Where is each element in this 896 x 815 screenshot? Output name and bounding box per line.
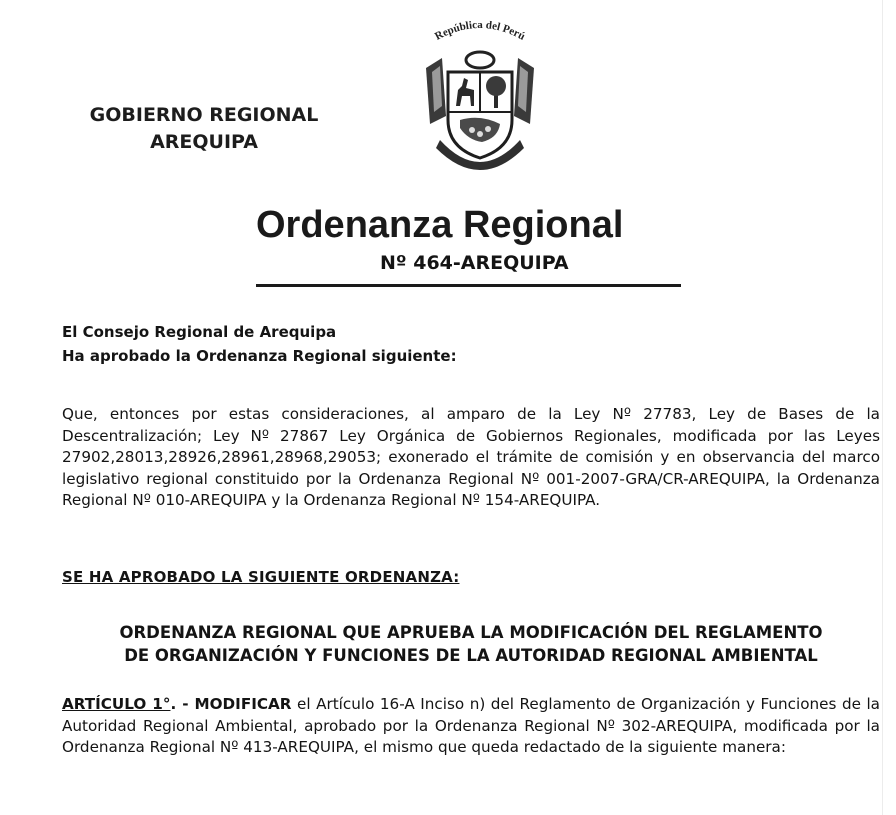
seal-text: República del Perú xyxy=(432,18,528,43)
ordinance-title xyxy=(62,621,880,667)
council-statement xyxy=(62,320,457,368)
ordinance-title-line-1: ORDENANZA REGIONAL QUE APRUEBA LA MODIFICACIÓN DEL REGLAMENTO xyxy=(119,623,823,642)
ordinance-number: Nº 464-AREQUIPA xyxy=(380,252,569,274)
preamble-paragraph: Que, entonces por estas consideraciones, al amparo de la Ley Nº 27783, Ley de Bases de la Descentralización; Ley Nº 27867 Ley Orgánica de Gobiernos Regionales, modificada por las Leyes 27902,28013,28926,28961,28968,29053; exonerado el trámite de comisión y en observancia del marco legislativo regional constituido por la Ordenanza Regional Nº 001-2007-GRA/CR-AREQUIPA, la Ordenanza Regional Nº 010-AREQUIPA y la Ordenanza Regional Nº 154-AREQUIPA. xyxy=(62,405,880,510)
svg-text:República del Perú xyxy=(433,19,527,43)
article-1-text: el Artículo 16-A Inciso n) del Reglamento de Organización y Funciones de la Autoridad Regional Ambiental, aprobado por la Ordenanza Regional Nº 302-AREQUIPA, modificada por la Ordenanza Regional Nº 413-AREQUIPA, el mismo que queda redactado de la siguiente manera: xyxy=(62,695,880,757)
article-1-separator: . - xyxy=(170,695,195,713)
coat-of-arms-seal xyxy=(412,16,548,176)
title-block xyxy=(256,202,686,287)
gov-line-1: GOBIERNO REGIONAL xyxy=(89,104,319,126)
article-1-label: ARTÍCULO 1° xyxy=(62,695,171,713)
council-line-2: Ha aprobado la Ordenanza Regional siguiente: xyxy=(62,347,457,365)
document-title: Ordenanza Regional xyxy=(256,204,624,246)
article-1-verb: MODIFICAR xyxy=(194,695,292,713)
government-header xyxy=(64,102,344,156)
council-line-1: El Consejo Regional de Arequipa xyxy=(62,323,337,341)
scan-edge-line xyxy=(882,0,883,815)
title-underline xyxy=(256,284,681,287)
ordinance-title-line-2: DE ORGANIZACIÓN Y FUNCIONES DE LA AUTORIDAD REGIONAL AMBIENTAL xyxy=(124,646,818,665)
gov-line-2: AREQUIPA xyxy=(150,131,258,153)
article-1 xyxy=(62,694,880,759)
approved-heading: SE HA APROBADO LA SIGUIENTE ORDENANZA: xyxy=(62,568,460,586)
